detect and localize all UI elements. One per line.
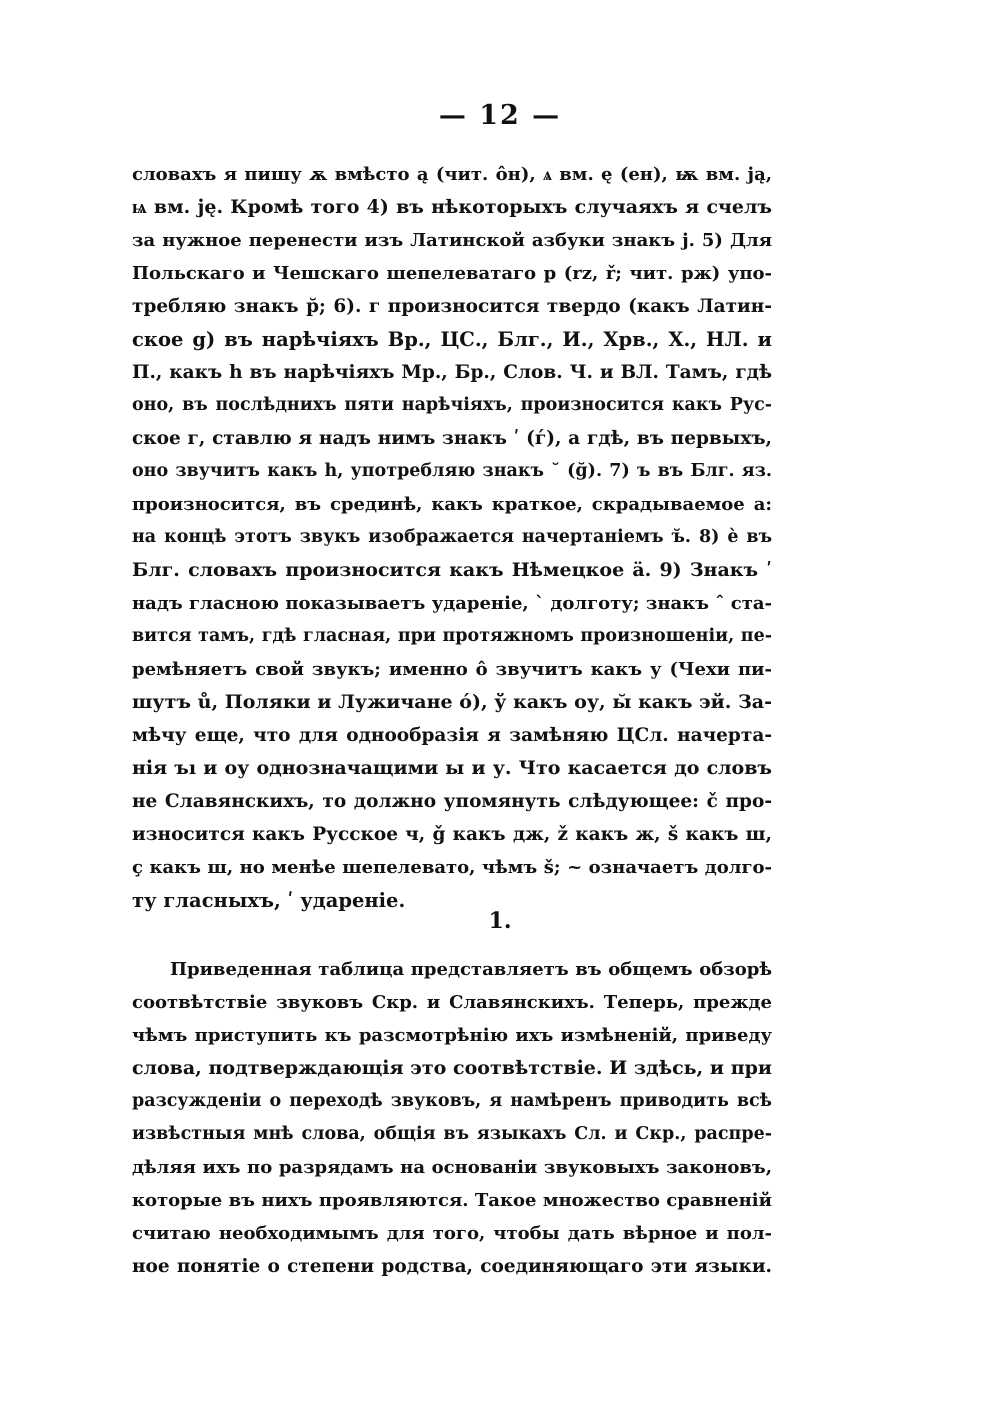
text-line: оно, въ послѣднихъ пяти нарѣчіяхъ, произносится какъ Рус-	[132, 395, 772, 415]
page-number: — 12 —	[438, 100, 562, 131]
paragraph-2	[132, 953, 772, 1283]
text-line: ное понятіе о степени родства, соединяющаго эти языки.	[132, 1256, 772, 1277]
text-line: считаю необходимымъ для того, чтобы дать вѣрное и пол-	[132, 1223, 772, 1244]
text-line: П., какъ h въ нарѣчіяхъ Мр., Бр., Слов. Ч. и ВЛ. Тамъ, гдѣ	[132, 362, 772, 383]
text-line: мѣчу еще, что для однообразія я замѣняю ЦСл. начерта-	[132, 725, 772, 746]
text-line: Блг. словахъ произносится какъ Нѣмецкое ä. 9) Знакъ ʹ	[132, 559, 772, 581]
text-line: ç какъ ш, но менѣе шепелевато, чѣмъ š; ~ означаетъ долго-	[132, 857, 772, 878]
text-line: шутъ ů, Поляки и Лужичане ó), ў какъ оу, ы̆ какъ эй. За-	[132, 691, 772, 713]
text-line: ту гласныхъ, ʹ удареніе.	[132, 889, 406, 912]
text-line: на концѣ этотъ звукъ изображается начертаніемъ ъ̆. 8) ѐ въ	[132, 527, 772, 547]
text-line: нія ъı и оу однозначащими ы и у. Что касается до словъ	[132, 757, 772, 779]
text-line: ское g) въ нарѣчіяхъ Вр., ЦС., Блг., И., Хрв., Х., НЛ. и	[132, 328, 772, 351]
text-line: Польскаго и Чешскаго шепелеватаго р (rz, ř; чит. рж) упо-	[132, 263, 772, 284]
text-line: за нужное перенести изъ Латинской азбуки знакъ j. 5) Для	[132, 230, 772, 251]
text-line: Приведенная таблица представляетъ въ общемъ обзорѣ	[170, 959, 772, 980]
text-line: разсужденіи о переходѣ звуковъ, я намѣренъ приводить всѣ	[132, 1091, 772, 1111]
text-line: надъ гласною показываетъ удареніе, ` долготу; знакъ ˆ ста-	[132, 593, 772, 614]
text-line: ское г, ставлю я надъ нимъ знакъ ʹ (ѓ), а гдѣ, въ первыхъ,	[132, 428, 772, 449]
text-line: дѣляя ихъ по разрядамъ на основаніи звуковыхъ законовъ,	[132, 1157, 772, 1178]
text-line: извѣстныя мнѣ слова, общія въ языкахъ Сл. и Скр., распре-	[132, 1124, 772, 1144]
text-line: требляю знакъ р̆; 6). г произносится твердо (какъ Латин-	[132, 296, 772, 317]
text-line: словахъ я пишу ѫ вмѣсто ą (чит. ôн), ѧ вм. ę (ен), ѭ вм. ją,	[132, 164, 772, 185]
text-line: ремѣняетъ свой звукъ; именно ô звучитъ какъ у (Чехи пи-	[132, 659, 772, 680]
text-line: вится тамъ, гдѣ гласная, при протяжномъ произношеніи, пе-	[132, 626, 772, 646]
text-line: износится какъ Русское ч, ǧ какъ дж, ž какъ ж, š какъ ш,	[132, 824, 772, 845]
text-line: соотвѣтствіе звуковъ Скр. и Славянскихъ. Теперь, прежде	[132, 992, 772, 1013]
text-line: слова, подтверждающія это соотвѣтствіе. И здѣсь, и при	[132, 1057, 772, 1079]
text-line: которые въ нихъ проявляются. Такое множество сравненій	[132, 1190, 772, 1211]
section-number: 1.	[488, 908, 512, 934]
text-line: оно звучитъ какъ h, употребляю знакъ ˘ (ğ). 7) ъ въ Блг. яз.	[132, 461, 772, 481]
text-line: произносится, въ срединѣ, какъ краткое, скрадываемое а:	[132, 494, 772, 515]
paragraph-1	[132, 158, 772, 917]
text-line: не Славянскихъ, то должно упомянуть слѣдующее: č про-	[132, 791, 772, 812]
text-line: чѣмъ приступить къ разсмотрѣнію ихъ измѣненій, приведу	[132, 1025, 772, 1046]
text-line: ѩ вм. ję. Кромѣ того 4) въ нѣкоторыхъ случаяхъ я счелъ	[132, 196, 772, 218]
